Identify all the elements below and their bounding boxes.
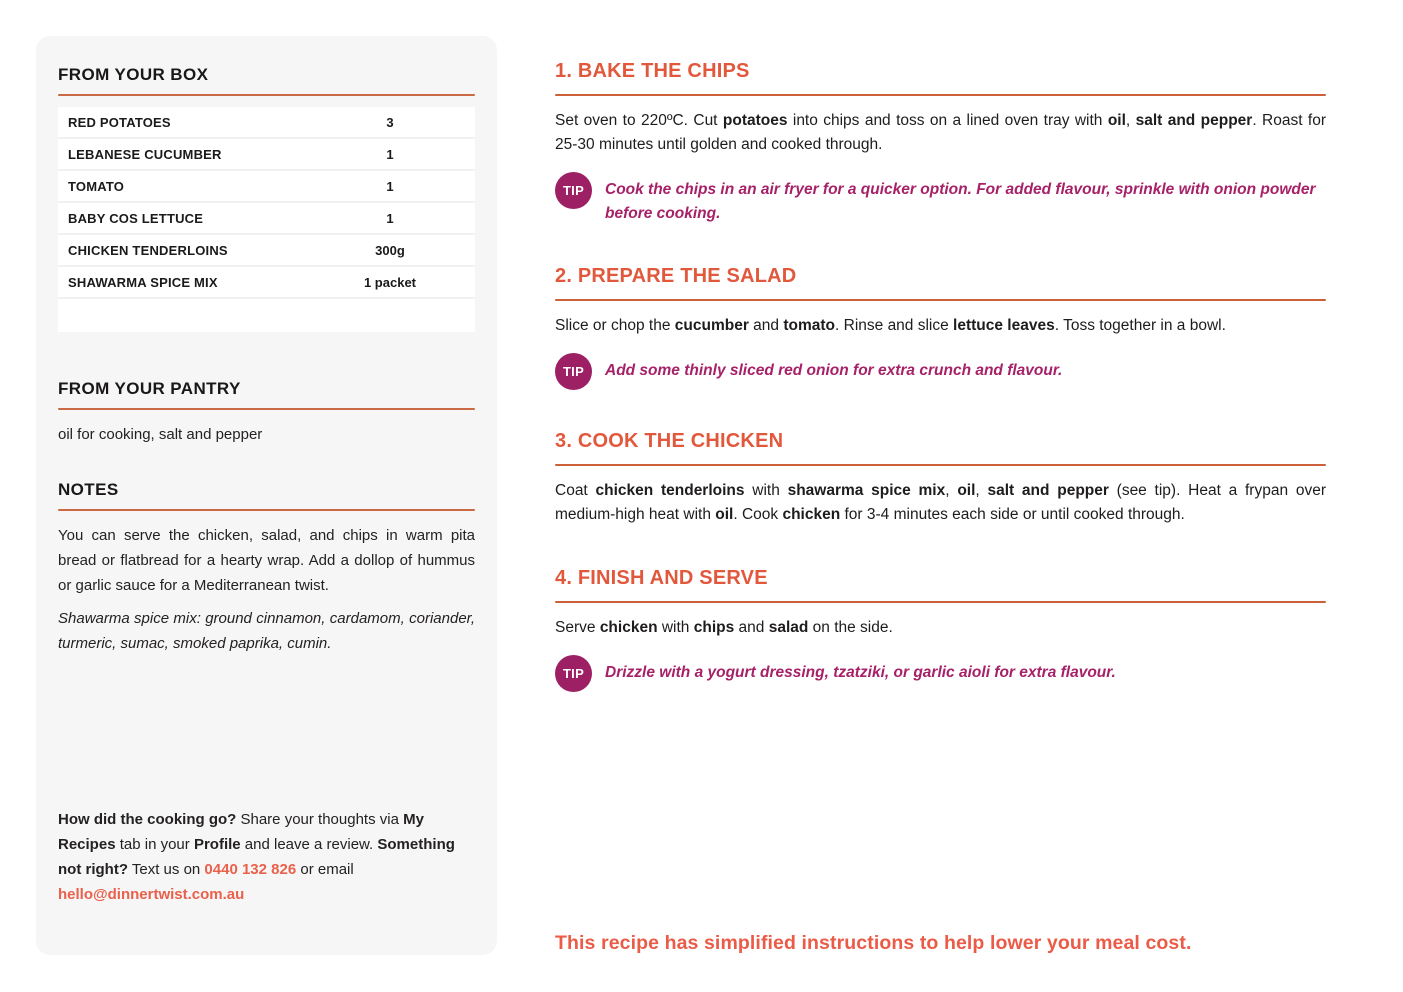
ingredient-name: TOMATO xyxy=(68,178,125,194)
text-segment: Text us on xyxy=(127,861,205,878)
ingredients-table xyxy=(58,107,475,332)
tip-callout xyxy=(555,172,1326,225)
text-segment: . Cook xyxy=(733,506,783,523)
text-segment: tab in your xyxy=(115,836,194,853)
text-segment: tomato xyxy=(783,317,836,334)
text-segment: lettuce leaves xyxy=(953,317,1055,334)
my-recipes-label: My Recipes xyxy=(58,811,424,853)
ingredient-qty: 1 xyxy=(386,146,394,162)
pantry-items-text: oil for cooking, salt and pepper xyxy=(58,426,263,443)
from-your-pantry-section xyxy=(58,378,475,446)
heading-underline xyxy=(58,408,475,410)
feedback-footer xyxy=(58,807,475,907)
instructions-column xyxy=(555,36,1326,956)
spice-mix-note: Shawarma spice mix: ground cinnamon, cardamom, coriander, turmeric, sumac, smoked paprika, cumin. xyxy=(58,610,475,652)
text-segment: with xyxy=(657,619,694,636)
ingredient-qty: 1 packet xyxy=(363,274,417,290)
text-segment: salt and pepper xyxy=(1135,112,1253,129)
ingredient-name: BABY COS LETTUCE xyxy=(68,210,204,226)
text-segment: Serve xyxy=(555,619,600,636)
text-segment: into chips and toss on a lined oven tray with xyxy=(787,112,1108,129)
step-body xyxy=(555,616,1326,640)
text-segment: or email xyxy=(296,861,354,878)
heading-underline xyxy=(58,509,475,511)
tip-badge: TIP xyxy=(555,172,592,209)
step-4-finish-and-serve xyxy=(555,565,1326,692)
text-segment: . Roast for 25-30 minutes until golden and cooked through. xyxy=(555,112,1327,153)
table-row xyxy=(58,267,475,299)
step-underline xyxy=(555,601,1326,603)
ingredient-qty: 300g xyxy=(375,242,405,258)
text-segment: and leave a review. xyxy=(240,836,378,853)
text-segment: , xyxy=(945,482,958,499)
table-row xyxy=(58,139,475,171)
text-segment: chicken xyxy=(599,619,658,636)
tip-text: Drizzle with a yogurt dressing, tzatziki, or garlic aioli for extra flavour. xyxy=(605,664,1116,681)
text-segment: salad xyxy=(768,619,809,636)
step-3-cook-the-chicken xyxy=(555,428,1326,527)
feedback-question: How did the cooking go? xyxy=(58,811,237,828)
step-underline xyxy=(555,464,1326,466)
text-segment: salt and pepper xyxy=(987,482,1109,499)
text-segment: , xyxy=(975,482,988,499)
text-segment: for 3-4 minutes each side or until cooked through. xyxy=(840,506,1185,523)
text-segment: and xyxy=(734,619,769,636)
step-underline xyxy=(555,299,1326,301)
simplified-instructions-banner: This recipe has simplified instructions to help lower your meal cost. xyxy=(555,932,1192,954)
text-segment: oil xyxy=(957,482,976,499)
text-segment: shawarma spice mix xyxy=(787,482,946,499)
text-segment: Coat xyxy=(555,482,596,499)
ingredient-qty: 3 xyxy=(386,114,394,130)
step-body xyxy=(555,314,1326,338)
tip-badge: TIP xyxy=(555,353,592,390)
text-segment: . Rinse and slice xyxy=(835,317,954,334)
heading-underline xyxy=(58,94,475,96)
from-your-box-section xyxy=(58,64,475,332)
table-row xyxy=(58,171,475,203)
text-segment: chicken xyxy=(782,506,841,523)
table-row xyxy=(58,235,475,267)
table-spacer xyxy=(58,299,475,332)
notes-title: NOTES xyxy=(58,480,119,499)
tip-callout xyxy=(555,655,1326,692)
ingredient-name: RED POTATOES xyxy=(68,114,171,130)
ingredient-qty: 1 xyxy=(386,210,394,226)
text-segment: oil xyxy=(715,506,734,523)
ingredient-name: CHICKEN TENDERLOINS xyxy=(68,242,228,258)
support-question: Something not right? xyxy=(58,836,455,878)
step-heading: 2. PREPARE THE SALAD xyxy=(555,265,797,287)
tip-text: Add some thinly sliced red onion for extra crunch and flavour. xyxy=(605,362,1063,379)
step-1-bake-the-chips xyxy=(555,58,1326,225)
notes-paragraph: You can serve the chicken, salad, and chips in warm pita bread or flatbread for a hearty wrap. Add a dollop of hummus or garlic sauce for a Mediterranean twist. xyxy=(58,527,475,594)
text-segment: chips xyxy=(693,619,735,636)
support-email-link[interactable]: hello@dinnertwist.com.au xyxy=(58,886,245,903)
text-segment: oil xyxy=(1107,112,1126,129)
tip-callout xyxy=(555,353,1326,390)
step-heading: 4. FINISH AND SERVE xyxy=(555,567,768,589)
step-body xyxy=(555,109,1326,157)
step-heading: 1. BAKE THE CHIPS xyxy=(555,60,750,82)
text-segment: with xyxy=(744,482,788,499)
step-body xyxy=(555,479,1326,527)
step-underline xyxy=(555,94,1326,96)
text-segment: (see tip). Heat a frypan over medium-high heat with xyxy=(555,482,1326,523)
text-segment: Set oven to 220ºC. Cut xyxy=(555,112,723,129)
table-row xyxy=(58,107,475,139)
text-segment: . Toss together in a bowl. xyxy=(1054,317,1226,334)
text-segment: Share your thoughts via xyxy=(236,811,404,828)
ingredient-qty: 1 xyxy=(386,178,394,194)
step-heading: 3. COOK THE CHICKEN xyxy=(555,430,784,452)
text-segment: and xyxy=(748,317,784,334)
step-2-prepare-the-salad xyxy=(555,263,1326,390)
text-segment: , xyxy=(1125,112,1136,129)
text-segment: on the side. xyxy=(808,619,893,636)
profile-label: Profile xyxy=(193,836,241,853)
from-your-pantry-title: FROM YOUR PANTRY xyxy=(58,379,241,398)
text-segment: cucumber xyxy=(674,317,749,334)
ingredient-name: LEBANESE CUCUMBER xyxy=(68,146,222,162)
from-your-box-title: FROM YOUR BOX xyxy=(58,65,209,84)
notes-section xyxy=(58,479,475,656)
tip-badge: TIP xyxy=(555,655,592,692)
text-segment: Slice or chop the xyxy=(555,317,675,334)
tip-text: Cook the chips in an air fryer for a quicker option. For added flavour, sprinkle with onion powder before cooking. xyxy=(605,181,1316,222)
support-phone-link[interactable]: 0440 132 826 xyxy=(204,861,297,878)
sidebar xyxy=(36,36,497,955)
text-segment: chicken tenderloins xyxy=(595,482,745,499)
table-row xyxy=(58,203,475,235)
ingredient-name: SHAWARMA SPICE MIX xyxy=(68,274,218,290)
text-segment: potatoes xyxy=(722,112,788,129)
